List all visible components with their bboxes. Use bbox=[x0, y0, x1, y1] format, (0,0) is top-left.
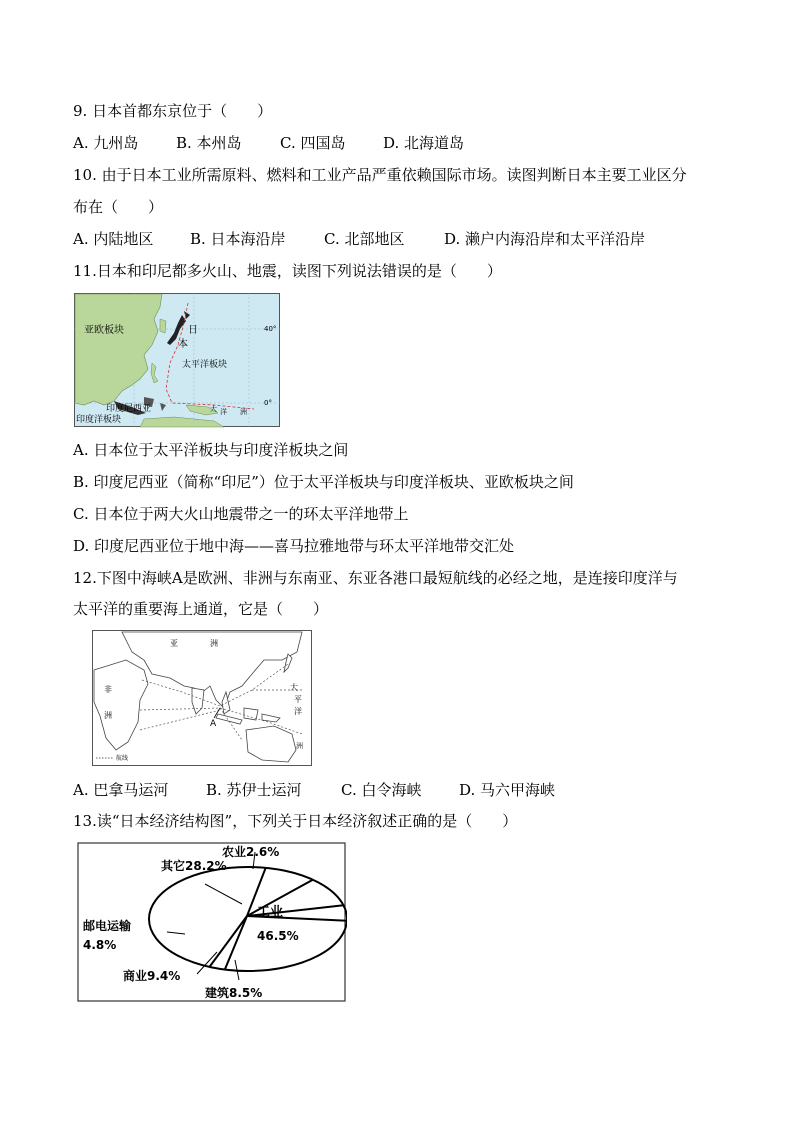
q9-option-b[interactable]: B. 本州岛 bbox=[176, 134, 242, 152]
q11-stem: 11.日本和印尼都多火山、地震，读图下列说法错误的是（ ） bbox=[73, 262, 502, 280]
pacific-label-1: 大 bbox=[290, 683, 298, 692]
slice-value-post-transport: 4.8% bbox=[83, 938, 117, 952]
africa-label-1: 非 bbox=[104, 685, 112, 694]
slice-name-post-transport: 邮电运输 bbox=[83, 919, 132, 933]
slice-name-industry: 工业 bbox=[257, 905, 284, 920]
q10-options bbox=[73, 229, 645, 249]
indonesia-label: 印度尼西亚 bbox=[106, 404, 152, 414]
asia-label-2: 洲 bbox=[210, 639, 218, 648]
q11-option-b[interactable]: B. 印度尼西亚（简称“印尼”）位于太平洋板块与印度洋板块、亚欧板块之间 bbox=[73, 473, 574, 491]
q11-option-d[interactable]: D. 印度尼西亚位于地中海——喜马拉雅地带与环太平洋地带交汇处 bbox=[73, 537, 515, 555]
q9-stem: 9. 日本首都东京位于（ ） bbox=[73, 102, 273, 120]
q12-option-d[interactable]: D. 马六甲海峡 bbox=[459, 781, 556, 799]
latitude-40-label: 40° bbox=[264, 325, 277, 333]
q13-stem: 13.读“日本经济结构图”，下列关于日本经济叙述正确的是（ ） bbox=[73, 812, 518, 830]
oceania-label-3: 洲 bbox=[240, 408, 247, 416]
q10-option-b[interactable]: B. 日本海沿岸 bbox=[190, 230, 286, 248]
q10-stem-line1: 10. 由于日本工业所需原料、燃料和工业产品严重依赖国际市场。读图判断日本主要工业区分 bbox=[73, 166, 687, 184]
slice-label-agriculture: 农业2.6% bbox=[222, 845, 280, 859]
pacific-label-2: 平 bbox=[294, 695, 302, 704]
plate-map bbox=[74, 293, 280, 429]
japan-label-2: 本 bbox=[178, 339, 188, 350]
pacific-label-3: 洋 bbox=[294, 707, 302, 716]
q10-stem-line2: 布在（ ） bbox=[73, 198, 164, 216]
q10-option-d[interactable]: D. 濑户内海沿岸和太平洋沿岸 bbox=[444, 230, 646, 248]
slice-label-construction: 建筑8.5% bbox=[205, 986, 263, 1000]
q12-options bbox=[73, 780, 555, 800]
strait-a-label: A bbox=[210, 719, 217, 729]
oceania-label: 洲 bbox=[296, 742, 303, 750]
indian-plate-label: 印度洋板块 bbox=[76, 415, 122, 425]
q12-stem-line1: 12.下图中海峡A是欧洲、非洲与东南亚、东亚各港口最短航线的必经之地，是连接印度洋与 bbox=[73, 569, 678, 587]
q12-option-b[interactable]: B. 苏伊士运河 bbox=[206, 781, 302, 799]
route-legend-label: 航线 bbox=[116, 755, 129, 762]
latitude-0-label: 0° bbox=[264, 399, 272, 407]
q9-options bbox=[73, 133, 464, 153]
slice-label-other: 其它28.2% bbox=[161, 859, 227, 873]
q9-option-a[interactable]: A. 九州岛 bbox=[73, 134, 139, 152]
economy-pie-chart bbox=[77, 842, 347, 1007]
strait-map bbox=[92, 630, 312, 766]
q10-option-c[interactable]: C. 北部地区 bbox=[324, 230, 405, 248]
q12-stem-line2: 太平洋的重要海上通道，它是（ ） bbox=[73, 600, 329, 618]
q12-option-c[interactable]: C. 白令海峡 bbox=[341, 781, 422, 799]
q9-option-c[interactable]: C. 四国岛 bbox=[280, 134, 346, 152]
q11-option-c[interactable]: C. 日本位于两大火山地震带之一的环太平洋地带上 bbox=[73, 505, 409, 523]
pacific-plate-label: 太平洋板块 bbox=[182, 360, 228, 370]
slice-label-commerce: 商业9.4% bbox=[123, 969, 181, 983]
japan-label-1: 日 bbox=[188, 325, 198, 336]
q10-option-a[interactable]: A. 内陆地区 bbox=[73, 230, 154, 248]
eurasia-label: 亚欧板块 bbox=[84, 325, 124, 336]
africa-label-2: 洲 bbox=[104, 711, 112, 720]
q12-option-a[interactable]: A. 巴拿马运河 bbox=[73, 781, 169, 799]
slice-value-industry: 46.5% bbox=[257, 929, 299, 943]
q11-option-a[interactable]: A. 日本位于太平洋板块与印度洋板块之间 bbox=[73, 441, 349, 459]
asia-label-1: 亚 bbox=[170, 639, 178, 648]
oceania-label-2: 洋 bbox=[220, 408, 227, 416]
oceania-label-1: 大 bbox=[210, 405, 217, 413]
q9-option-d[interactable]: D. 北海道岛 bbox=[383, 134, 465, 152]
